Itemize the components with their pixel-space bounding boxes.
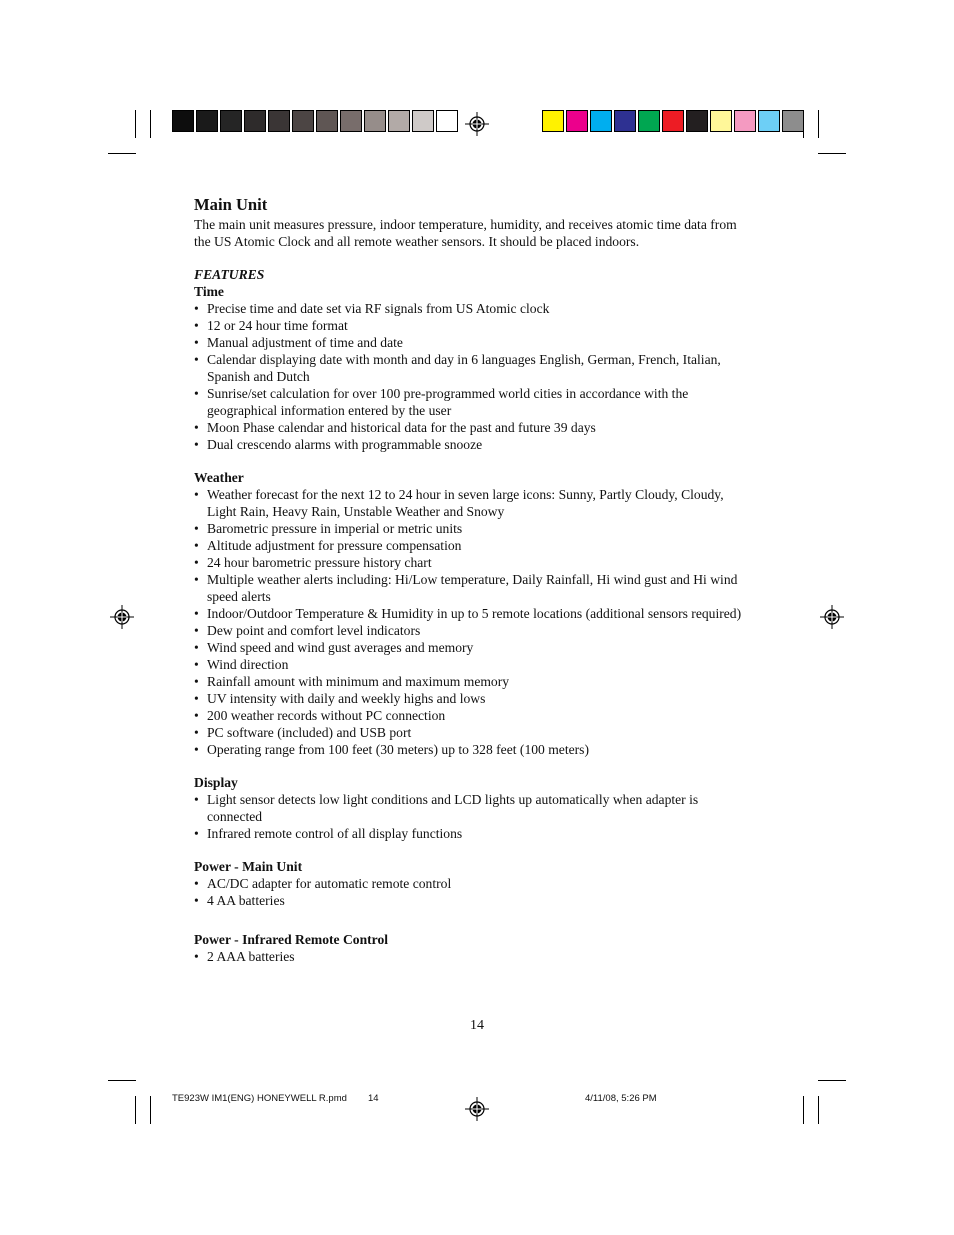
features-heading: FEATURES (194, 267, 265, 282)
page-number: 14 (470, 1018, 484, 1033)
list-item: • 12 or 24 hour time format (194, 317, 754, 334)
list-item: • Calendar displaying date with month and day in 6 languages English, German, French, Italian, Spanish and Dutch (194, 351, 754, 385)
crop-mark (108, 1080, 136, 1081)
crop-mark (150, 1096, 151, 1124)
crop-mark (818, 110, 819, 138)
power-remote-list (194, 948, 754, 965)
color-swatch (614, 110, 636, 132)
section-heading-time: Time (194, 284, 224, 299)
grayscale-bar (172, 110, 460, 132)
gray-swatch (268, 110, 290, 132)
crop-mark (108, 153, 136, 154)
color-swatch (590, 110, 612, 132)
crop-mark (818, 1080, 846, 1081)
color-swatch (710, 110, 732, 132)
list-item: • 2 AAA batteries (194, 948, 754, 965)
gray-swatch (340, 110, 362, 132)
section-heading-display: Display (194, 775, 238, 790)
color-swatch (662, 110, 684, 132)
color-swatch (782, 110, 804, 132)
list-item: • Wind speed and wind gust averages and memory (194, 639, 754, 656)
footer-datetime: 4/11/08, 5:26 PM (585, 1093, 657, 1104)
list-item: • 200 weather records without PC connection (194, 707, 754, 724)
gray-swatch (172, 110, 194, 132)
color-swatch (734, 110, 756, 132)
section-heading-weather: Weather (194, 470, 244, 485)
list-item: • Dual crescendo alarms with programmable snooze (194, 436, 754, 453)
gray-swatch (316, 110, 338, 132)
gray-swatch (196, 110, 218, 132)
crop-mark (818, 1096, 819, 1124)
power-main-list (194, 875, 754, 909)
gray-swatch (220, 110, 242, 132)
registration-mark-icon (820, 605, 844, 629)
gray-swatch (388, 110, 410, 132)
list-item: • 4 AA batteries (194, 892, 754, 909)
crop-mark (818, 153, 846, 154)
time-list (194, 300, 754, 453)
gray-swatch (412, 110, 434, 132)
gray-swatch (244, 110, 266, 132)
list-item: • Moon Phase calendar and historical data for the past and future 39 days (194, 419, 754, 436)
color-swatch (758, 110, 780, 132)
color-bar (542, 110, 806, 132)
list-item: • Weather forecast for the next 12 to 24 hour in seven large icons: Sunny, Partly Cloudy, Cloudy, Light Rain, Heavy Rain, Unstable Weather and Snowy (194, 486, 754, 520)
list-item: • Barometric pressure in imperial or metric units (194, 520, 754, 537)
crop-mark (150, 110, 151, 138)
list-item: • Dew point and comfort level indicators (194, 622, 754, 639)
section-heading-power-main: Power - Main Unit (194, 859, 303, 874)
list-item: • Sunrise/set calculation for over 100 pre-programmed world cities in accordance with the geographical information entered by the user (194, 385, 754, 419)
crop-mark (135, 110, 136, 138)
intro-paragraph: The main unit measures pressure, indoor temperature, humidity, and receives atomic time data from the US Atomic Clock and all remote weather sensors. It should be placed indoors. (194, 217, 737, 249)
color-swatch (686, 110, 708, 132)
color-swatch (566, 110, 588, 132)
list-item: • AC/DC adapter for automatic remote control (194, 875, 754, 892)
display-list (194, 791, 754, 842)
list-item: • Light sensor detects low light conditions and LCD lights up automatically when adapter is connected (194, 791, 754, 825)
list-item: • Indoor/Outdoor Temperature & Humidity in up to 5 remote locations (additional sensors required) (194, 605, 754, 622)
registration-mark-icon (110, 605, 134, 629)
crop-mark (135, 1096, 136, 1124)
list-item: • Rainfall amount with minimum and maximum memory (194, 673, 754, 690)
weather-list (194, 486, 754, 758)
list-item: • Infrared remote control of all display functions (194, 825, 754, 842)
section-heading-power-remote: Power - Infrared Remote Control (194, 932, 389, 947)
list-item: • Manual adjustment of time and date (194, 334, 754, 351)
list-item: • Altitude adjustment for pressure compensation (194, 537, 754, 554)
page-title: Main Unit (194, 195, 268, 214)
footer-page: 14 (368, 1093, 379, 1104)
document-body (194, 195, 754, 965)
gray-swatch (436, 110, 458, 132)
list-item: • Multiple weather alerts including: Hi/Low temperature, Daily Rainfall, Hi wind gust and Hi wind speed alerts (194, 571, 754, 605)
footer-filename: TE923W IM1(ENG) HONEYWELL R.pmd (172, 1093, 347, 1104)
list-item: • Operating range from 100 feet (30 meters) up to 328 feet (100 meters) (194, 741, 754, 758)
list-item: • UV intensity with daily and weekly highs and lows (194, 690, 754, 707)
list-item: • PC software (included) and USB port (194, 724, 754, 741)
crop-mark (803, 1096, 804, 1124)
gray-swatch (292, 110, 314, 132)
gray-swatch (364, 110, 386, 132)
list-item: • Wind direction (194, 656, 754, 673)
registration-mark-icon (465, 1097, 489, 1121)
list-item: • Precise time and date set via RF signals from US Atomic clock (194, 300, 754, 317)
color-swatch (542, 110, 564, 132)
list-item: • 24 hour barometric pressure history chart (194, 554, 754, 571)
color-swatch (638, 110, 660, 132)
registration-mark-icon (465, 112, 489, 136)
